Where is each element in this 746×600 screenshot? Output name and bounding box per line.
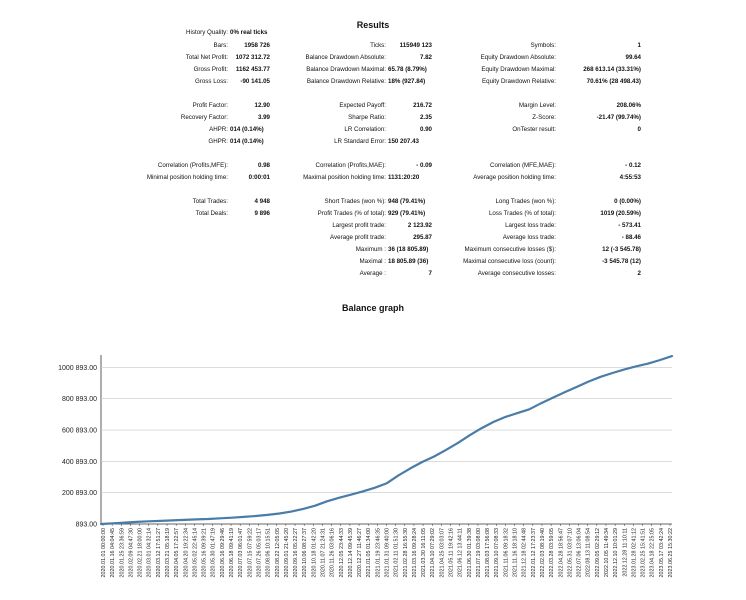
stat-value: -21.47 (99.74%) xyxy=(596,114,641,121)
stat-value: 2 xyxy=(637,270,641,277)
x-tick-label: 2020.03.21 05:18:19 xyxy=(165,528,172,578)
x-tick-label: 2023.04.18 22:25:05 xyxy=(649,528,656,578)
x-tick-label: 2021.04.10 07:29:02 xyxy=(430,528,437,578)
x-tick-label: 2021.03.30 16:11:05 xyxy=(421,528,428,578)
stat-label: Equity Drawdown Relative: xyxy=(482,78,556,85)
x-tick-label: 2021.11.06 09:18:32 xyxy=(503,528,510,578)
stat-label: Expected Payoff: xyxy=(339,102,386,109)
stat-value: -90 141.05 xyxy=(240,78,270,85)
x-tick-label: 2021.02.11 01:51:30 xyxy=(393,528,400,578)
stat-value: 1019 (20.59%) xyxy=(600,210,641,217)
stat-label: AHPR: xyxy=(209,126,228,133)
stat-label: LR Correlation: xyxy=(344,126,386,133)
x-tick-label: 2020.07.26 05:03:17 xyxy=(256,528,263,578)
stat-value: 70.61% (28 498.43) xyxy=(586,78,641,85)
x-tick-label: 2020.07.03 06:01:47 xyxy=(238,528,245,578)
graph-title: Balance graph xyxy=(341,303,405,313)
stat-label: Average consecutive losses: xyxy=(477,270,556,277)
x-tick-label: 2023.01.28 02:41:12 xyxy=(631,528,638,578)
x-tick-label: 2020.02.21 18:00:00 xyxy=(137,528,144,578)
stat-label: OnTester result: xyxy=(512,126,556,133)
stat-value: 115949 123 xyxy=(399,42,432,49)
stat-value: 65.78 (8.79%) xyxy=(388,66,427,73)
stat-value: 18 805.89 (36) xyxy=(388,258,429,265)
stat-value: - 573.41 xyxy=(618,222,641,229)
x-tick-label: 2020.12.05 23:44:33 xyxy=(338,528,345,578)
stat-value: 1072 312.72 xyxy=(235,54,270,61)
stat-value: -3 545.78 (12) xyxy=(602,258,641,265)
stat-value: 99.64 xyxy=(625,54,641,61)
x-tick-label: 2020.03.12 17:51:27 xyxy=(155,528,162,578)
stat-label: Ticks: xyxy=(370,42,386,49)
stat-label: Largest loss trade: xyxy=(505,222,556,229)
stat-value: 0 (0.00%) xyxy=(614,198,641,205)
stat-value: 0 xyxy=(637,126,641,133)
x-tick-label: 2021.06.30 01:39:38 xyxy=(466,528,473,578)
stat-label: Z-Score: xyxy=(532,114,556,121)
stat-value: 1162 453.77 xyxy=(235,66,270,73)
y-tick-label: 800 893.00 xyxy=(61,396,97,404)
y-tick-label: 1000 893.00 xyxy=(58,364,97,372)
stat-value: 014 (0.14%) xyxy=(230,126,264,133)
x-tick-label: 2023.05.17 03:42:24 xyxy=(658,528,665,578)
x-tick-label: 2020.12.14 09:45:39 xyxy=(347,528,354,578)
x-tick-label: 2020.12.27 11:46:27 xyxy=(357,528,364,578)
stat-label: Correlation (MFE,MAE): xyxy=(489,162,556,169)
x-tick-label: 2020.03.01 04:32:14 xyxy=(146,528,153,578)
stat-value: 295.87 xyxy=(413,234,432,241)
x-tick-label: 2022.12.28 11:10:11 xyxy=(622,528,629,577)
stat-label: LR Standard Error: xyxy=(334,138,386,145)
stat-label: Balance Drawdown Maximal: xyxy=(306,66,386,73)
y-tick-label: 400 893.00 xyxy=(61,458,97,466)
stat-value: 150 207.43 xyxy=(388,138,419,145)
stat-label: Short Trades (won %): xyxy=(324,198,386,205)
stat-value: 3.99 xyxy=(257,114,270,121)
x-tick-label: 2020.06.18 09:41:19 xyxy=(229,528,236,578)
stat-value: 4:55:53 xyxy=(619,174,641,181)
stat-label: Loss Trades (% of total): xyxy=(488,210,556,217)
stat-label: Maximal : xyxy=(359,258,386,265)
x-tick-label: 2021.08.03 17:56:08 xyxy=(485,528,492,578)
x-tick-label: 2021.05.11 19:42:16 xyxy=(448,528,455,578)
stat-label: Long Trades (won %): xyxy=(495,198,556,205)
stat-label: Profit Trades (% of total): xyxy=(317,210,386,217)
x-tick-label: 2020.05.30 01:47:19 xyxy=(210,528,217,578)
stat-value: 12.90 xyxy=(254,102,270,109)
stat-value: 268 613.14 (33.31%) xyxy=(583,66,641,73)
stat-label: Minimal position holding time: xyxy=(146,174,228,181)
x-tick-label: 2022.08.13 11:08:54 xyxy=(585,528,592,578)
x-tick-label: 2020.05.02 22:45:14 xyxy=(192,528,199,578)
y-tick-label: 893.00 xyxy=(75,521,97,529)
stat-label: Correlation (Profits,MFE): xyxy=(157,162,228,169)
x-tick-label: 2020.05.16 09:39:21 xyxy=(201,528,208,578)
x-tick-label: 2021.03.16 09:28:24 xyxy=(411,528,418,578)
stat-value: 12 (-3 545.78) xyxy=(602,246,641,253)
stat-value: 014 (0.14%) xyxy=(230,138,264,145)
stat-label: Equity Drawdown Absolute: xyxy=(480,54,556,61)
stat-value: 0% real ticks xyxy=(230,29,268,36)
x-tick-label: 2020.04.20 19:22:34 xyxy=(183,528,190,578)
stat-value: 216.72 xyxy=(413,102,432,109)
x-tick-label: 2020.10.06 08:27:37 xyxy=(302,528,309,578)
stat-label: Recovery Factor: xyxy=(180,114,228,121)
stat-value: 18% (927.84) xyxy=(388,78,426,85)
stat-label: Margin Level: xyxy=(518,102,556,109)
stat-value: 0.90 xyxy=(419,126,432,133)
x-tick-label: 2021.01.05 01:34:00 xyxy=(366,528,373,578)
stat-label: Largest profit trade: xyxy=(332,222,386,229)
x-tick-label: 2020.01.25 23:36:59 xyxy=(119,528,126,578)
stat-label: Balance Drawdown Absolute: xyxy=(305,54,386,61)
stat-value: - 0.12 xyxy=(625,162,641,169)
stat-label: Average profit trade: xyxy=(330,234,386,241)
stat-value: 7.82 xyxy=(419,54,432,61)
x-tick-label: 2022.03.28 03:59:05 xyxy=(549,528,556,578)
x-tick-label: 2021.01.31 09:40:00 xyxy=(384,528,391,578)
stat-value: 1958 726 xyxy=(244,42,270,49)
x-tick-label: 2020.06.16 09:29:46 xyxy=(219,528,226,578)
stat-label: Sharpe Ratio: xyxy=(348,114,386,121)
stat-value: - 0.09 xyxy=(416,162,432,169)
stat-label: Maximum : xyxy=(355,246,386,253)
stat-value: 208.06% xyxy=(616,102,641,109)
stat-label: Gross Profit: xyxy=(193,66,228,73)
x-tick-label: 2022.12.10 10:01:29 xyxy=(613,528,620,578)
stat-label: History Quality: xyxy=(186,29,228,36)
x-tick-label: 2020.11.07 21:24:31 xyxy=(320,528,327,578)
stat-label: Total Net Profit: xyxy=(185,54,228,61)
x-tick-label: 2022.09.05 02:29:12 xyxy=(594,528,601,578)
x-tick-label: 2021.01.19 23:46:35 xyxy=(375,528,382,578)
x-tick-label: 2021.11.16 18:18:10 xyxy=(512,528,519,578)
balance-line xyxy=(101,356,672,524)
stat-label: Average position holding time: xyxy=(473,174,556,181)
x-tick-label: 2022.05.31 03:07:10 xyxy=(567,528,574,578)
stat-value: 2.35 xyxy=(419,114,432,121)
stat-label: Maximal consecutive loss (count): xyxy=(463,258,556,265)
stat-value: 948 (79.41%) xyxy=(388,198,426,205)
x-tick-label: 2020.10.18 01:42:20 xyxy=(311,528,318,578)
x-tick-label: 2022.02.03 08:19:40 xyxy=(539,528,546,578)
x-tick-label: 2021.02.28 16:55:30 xyxy=(402,528,409,578)
x-tick-label: 2020.11.26 03:06:16 xyxy=(329,528,336,578)
stat-value: 7 xyxy=(428,270,432,277)
stat-label: Correlation (Profits,MAE): xyxy=(315,162,386,169)
stat-value: 0.98 xyxy=(257,162,270,169)
stat-value: 4 948 xyxy=(254,198,270,205)
stat-label: Gross Loss: xyxy=(194,78,228,85)
stat-label: Balance Drawdown Relative: xyxy=(306,78,386,85)
stat-value: 1 xyxy=(637,42,641,49)
x-tick-label: 2021.06.12 13:44:11 xyxy=(457,528,464,578)
y-tick-label: 200 893.00 xyxy=(61,490,97,498)
stat-label: GHPR: xyxy=(208,138,228,145)
x-tick-label: 2020.09.16 05:22:27 xyxy=(293,528,300,578)
stat-value: 0:00:01 xyxy=(248,174,270,181)
stat-label: Equity Drawdown Maximal: xyxy=(481,66,556,73)
x-tick-label: 2021.07.19 03:08:00 xyxy=(475,528,482,578)
x-tick-label: 2020.01.16 04:04:45 xyxy=(110,528,117,578)
x-tick-label: 2021.04.25 03:03:07 xyxy=(439,528,446,578)
x-tick-label: 2023.06.25 15:30:22 xyxy=(668,528,674,578)
stat-label: Maximal position holding time: xyxy=(303,174,386,181)
stat-value: 36 (18 805.89) xyxy=(388,246,429,253)
x-tick-label: 2021.12.18 02:44:48 xyxy=(521,528,528,578)
x-tick-label: 2020.04.05 17:22:57 xyxy=(174,528,181,578)
x-tick-label: 2023.02.25 15:41:51 xyxy=(640,528,647,578)
stat-value: 2 123.92 xyxy=(407,222,432,229)
x-tick-label: 2020.08.06 10:15:51 xyxy=(265,528,272,578)
report-title: Results xyxy=(356,20,390,30)
stat-label: Total Trades: xyxy=(192,198,228,205)
y-tick-label: 600 893.00 xyxy=(61,427,97,435)
stat-value: - 88.46 xyxy=(621,234,641,241)
stat-label: Total Deals: xyxy=(195,210,228,217)
stat-label: Maximum consecutive losses ($): xyxy=(464,246,556,253)
stat-label: Bars: xyxy=(213,42,228,49)
x-tick-label: 2021.09.10 07:08:33 xyxy=(494,528,501,578)
x-tick-label: 2022.10.05 11:49:34 xyxy=(603,528,610,578)
x-tick-label: 2022.04.28 18:56:47 xyxy=(558,528,565,578)
x-tick-label: 2020.08.22 12:05:05 xyxy=(274,528,281,578)
stat-label: Average loss trade: xyxy=(502,234,556,241)
stat-label: Average : xyxy=(359,270,386,277)
x-tick-label: 2022.07.06 13:06:04 xyxy=(576,528,583,578)
x-tick-label: 2022.01.12 17:23:37 xyxy=(530,528,537,578)
stat-value: 1131:20:20 xyxy=(388,174,420,181)
x-tick-label: 2020.02.09 04:47:30 xyxy=(128,528,135,578)
x-tick-label: 2020.09.01 21:45:20 xyxy=(283,528,290,578)
x-tick-label: 2020.07.15 07:59:22 xyxy=(247,528,254,578)
stat-label: Profit Factor: xyxy=(192,102,228,109)
stat-value: 929 (79.41%) xyxy=(388,210,426,217)
stat-value: 9 896 xyxy=(254,210,270,217)
stat-label: Symbols: xyxy=(530,42,556,49)
x-tick-label: 2020.01.01 00:00:00 xyxy=(101,528,107,578)
